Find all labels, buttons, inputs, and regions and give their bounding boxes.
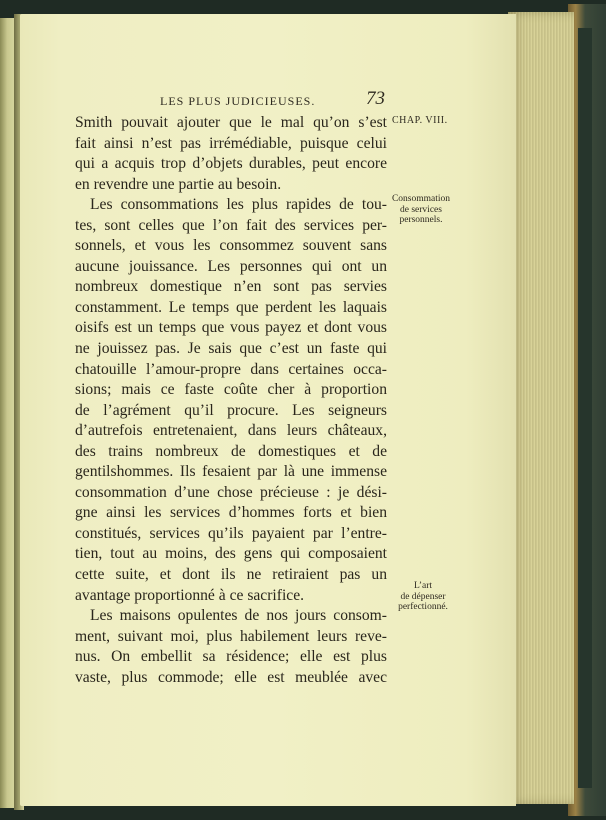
body-text: [75, 113, 387, 688]
text-line: avantage proportionné à ce sacrifice.: [75, 586, 305, 604]
text-line: cette suite, et dont ils ne retiraient pas un: [75, 566, 387, 584]
page-block-edges: [508, 12, 574, 804]
text-line: nombreux domestique n’en sont pas servies: [75, 278, 387, 296]
margin-note-line: Consommation: [391, 194, 451, 204]
text-line: nus. On embellit sa résidence; elle est plus: [75, 648, 387, 666]
page-number: 73: [366, 88, 385, 109]
margin-note-line: perfectionné.: [398, 602, 448, 612]
text-line: tes, sont celles que l’on fait des services per-: [75, 216, 387, 234]
text-line: Les maisons opulentes de nos jours consom-: [90, 607, 387, 625]
chapter-label: CHAP. VIII.: [392, 115, 448, 126]
text-line: consommation d’une chose précieuse : je dési-: [75, 483, 387, 501]
text-line: Smith pouvait ajouter que le mal qu’on s’est: [75, 114, 387, 131]
cover-endpaper: [578, 28, 592, 788]
text-line: tien, tout au moins, des gens qui composaient: [75, 545, 387, 563]
text-line: gentilshommes. Ils fesaient par là une immense: [75, 463, 387, 481]
text-line: chatouille l’amour-propre dans certaines occa-: [75, 360, 387, 378]
text-line: oisifs est un temps que vous payez et dont vous: [75, 319, 387, 337]
text-line: gne ainsi les services d’hommes forts et bien: [75, 504, 387, 522]
text-line: aucune jouissance. Les personnes qui ont un: [75, 257, 387, 275]
text-line: qui a acquis trop d’objets durables, peut encore: [75, 155, 387, 173]
text-line: d’autrefois entretenaient, dans leurs châteaux,: [75, 422, 387, 440]
margin-note-line: personnels.: [399, 215, 443, 225]
text-line: fait ainsi n’est pas irrémédiable, puisque celui: [75, 134, 387, 152]
margin-note-line: de services: [400, 204, 442, 215]
margin-note-services: [386, 194, 456, 226]
text-line: vaste, plus commode; elle est meublée avec: [75, 668, 387, 686]
text-line: constamment. Le temps que perdent les laquais: [75, 298, 387, 316]
text-line: ne jouissez pas. Je sais que c’est un faste qui: [75, 340, 387, 358]
text-line: sions; mais ce faste coûte cher à proportion: [75, 381, 387, 399]
margin-note-art: [390, 581, 456, 613]
text-line: Les consommations les plus rapides de tou-: [90, 196, 387, 214]
margin-note-line: de dépenser: [400, 591, 446, 602]
margin-note-line: L’art: [413, 581, 433, 591]
running-title: LES PLUS JUDICIEUSES.: [160, 94, 316, 108]
text-line: de l’agrément qu’il procure. Les seigneurs: [75, 401, 387, 419]
text-line: des trains nombreux de domestiques et de: [75, 442, 387, 460]
text-line: constitués, services qu’ils payaient par l’entre-: [75, 524, 387, 542]
text-line: ment, suivant moi, plus habilement leurs reve-: [75, 627, 387, 645]
text-line: sonnels, et vous les consommez souvent sans: [75, 237, 387, 255]
text-line: en revendre une partie au besoin.: [75, 175, 282, 193]
